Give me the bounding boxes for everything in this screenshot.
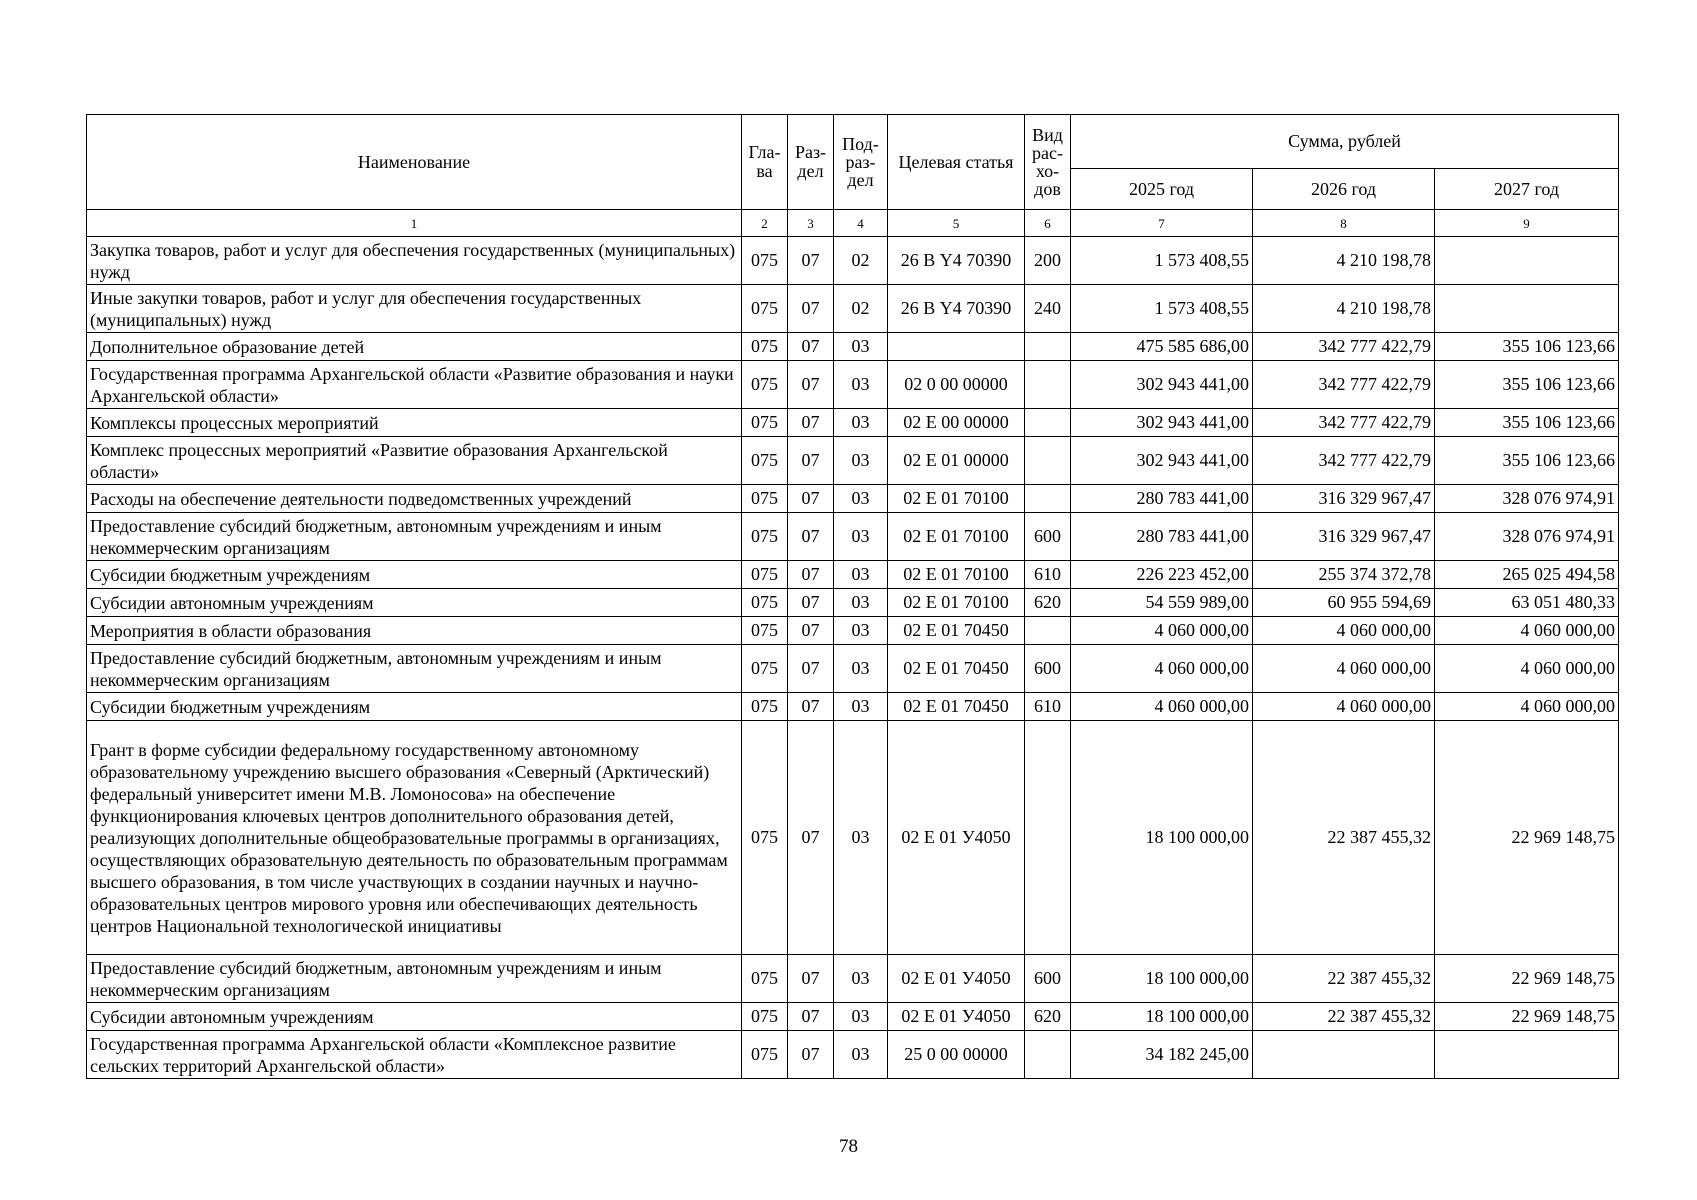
row-name: Мероприятия в области образования — [87, 617, 742, 645]
header-summa: Сумма, рублей — [1071, 115, 1619, 169]
row-sum-2025: 34 182 245,00 — [1071, 1031, 1253, 1079]
row-glava: 075 — [742, 617, 788, 645]
row-sum-2025: 4 060 000,00 — [1071, 617, 1253, 645]
row-name: Расходы на обеспечение деятельности подведомственных учреждений — [87, 485, 742, 513]
row-sum-2026: 316 329 967,47 — [1253, 485, 1435, 513]
row-sum-2026: 22 387 455,32 — [1253, 721, 1435, 955]
row-vid-rashodov — [1025, 361, 1071, 409]
table-row — [87, 437, 1619, 485]
row-sum-2025: 1 573 408,55 — [1071, 285, 1253, 333]
row-sum-2026: 342 777 422,79 — [1253, 437, 1435, 485]
row-celevaya-statya: 02 Е 01 70100 — [888, 485, 1025, 513]
row-sum-2025: 302 943 441,00 — [1071, 409, 1253, 437]
row-sum-2025: 1 573 408,55 — [1071, 237, 1253, 285]
row-razdel: 07 — [788, 645, 834, 693]
row-sum-2027: 355 106 123,66 — [1435, 361, 1619, 409]
header-year-2027: 2027 год — [1435, 169, 1619, 210]
row-podrazdel: 03 — [834, 645, 888, 693]
row-sum-2025: 475 585 686,00 — [1071, 333, 1253, 361]
row-vid-rashodov: 600 — [1025, 513, 1071, 561]
row-sum-2027: 4 060 000,00 — [1435, 617, 1619, 645]
row-podrazdel: 03 — [834, 721, 888, 955]
row-sum-2025: 302 943 441,00 — [1071, 361, 1253, 409]
row-razdel: 07 — [788, 333, 834, 361]
row-name: Субсидии бюджетным учреждениям — [87, 693, 742, 721]
row-sum-2026: 4 060 000,00 — [1253, 617, 1435, 645]
row-razdel: 07 — [788, 1003, 834, 1031]
row-name: Комплексы процессных мероприятий — [87, 409, 742, 437]
row-celevaya-statya: 02 Е 01 70450 — [888, 617, 1025, 645]
row-razdel: 07 — [788, 409, 834, 437]
row-name: Грант в форме субсидии федеральному государственному автономному образовательному учреждению высшего образования «Северный (Арктический) федеральный университет имени М.В. Ломоносова» на обеспечение функционирования ключевых центров дополнительного образования детей, реализующих дополнительные общеобразовательные программы в организациях, осуществляющих образовательную деятельность по образовательным программам высшего образования, в том числе участвующих в создании научных и научно-образовательных центров мирового уровня или обеспечивающих деятельность центров Национальной технологической инициативы — [87, 721, 742, 955]
row-sum-2027: 328 076 974,91 — [1435, 485, 1619, 513]
table-body — [87, 237, 1619, 1079]
row-podrazdel: 03 — [834, 1031, 888, 1079]
header-vid-rashodov: Вид рас-хо-дов — [1025, 115, 1071, 210]
header-podrazdel: Под-раз-дел — [834, 115, 888, 210]
row-celevaya-statya: 02 Е 00 00000 — [888, 409, 1025, 437]
row-sum-2026: 342 777 422,79 — [1253, 361, 1435, 409]
column-number: 9 — [1435, 210, 1619, 237]
row-name: Государственная программа Архангельской области «Комплексное развитие сельских территорий Архангельской области» — [87, 1031, 742, 1079]
row-celevaya-statya: 02 Е 01 70450 — [888, 693, 1025, 721]
row-vid-rashodov: 240 — [1025, 285, 1071, 333]
header-razdel: Раз-дел — [788, 115, 834, 210]
row-vid-rashodov — [1025, 409, 1071, 437]
row-sum-2026: 342 777 422,79 — [1253, 333, 1435, 361]
table-row — [87, 409, 1619, 437]
row-sum-2026: 316 329 967,47 — [1253, 513, 1435, 561]
row-podrazdel: 03 — [834, 589, 888, 617]
row-podrazdel: 03 — [834, 617, 888, 645]
row-vid-rashodov: 610 — [1025, 693, 1071, 721]
table-row — [87, 955, 1619, 1003]
row-sum-2027: 265 025 494,58 — [1435, 561, 1619, 589]
table-row — [87, 333, 1619, 361]
row-podrazdel: 03 — [834, 437, 888, 485]
row-podrazdel: 02 — [834, 285, 888, 333]
row-razdel: 07 — [788, 237, 834, 285]
row-vid-rashodov: 200 — [1025, 237, 1071, 285]
row-vid-rashodov: 620 — [1025, 589, 1071, 617]
row-sum-2027: 355 106 123,66 — [1435, 437, 1619, 485]
row-glava: 075 — [742, 513, 788, 561]
row-celevaya-statya: 02 0 00 00000 — [888, 361, 1025, 409]
row-vid-rashodov — [1025, 721, 1071, 955]
row-celevaya-statya: 02 Е 01 У4050 — [888, 1003, 1025, 1031]
row-vid-rashodov — [1025, 437, 1071, 485]
row-podrazdel: 03 — [834, 513, 888, 561]
row-razdel: 07 — [788, 721, 834, 955]
row-celevaya-statya: 26 В Y4 70390 — [888, 285, 1025, 333]
row-razdel: 07 — [788, 285, 834, 333]
row-sum-2026 — [1253, 1031, 1435, 1079]
table-row — [87, 617, 1619, 645]
row-sum-2027: 328 076 974,91 — [1435, 513, 1619, 561]
row-razdel: 07 — [788, 513, 834, 561]
row-sum-2025: 226 223 452,00 — [1071, 561, 1253, 589]
row-glava: 075 — [742, 1003, 788, 1031]
row-name: Субсидии автономным учреждениям — [87, 1003, 742, 1031]
row-sum-2025: 18 100 000,00 — [1071, 721, 1253, 955]
row-celevaya-statya: 25 0 00 00000 — [888, 1031, 1025, 1079]
row-glava: 075 — [742, 333, 788, 361]
row-sum-2027: 63 051 480,33 — [1435, 589, 1619, 617]
row-name: Предоставление субсидий бюджетным, автономным учреждениям и иным некоммерческим организациям — [87, 955, 742, 1003]
column-number: 1 — [87, 210, 742, 237]
row-glava: 075 — [742, 561, 788, 589]
row-glava: 075 — [742, 361, 788, 409]
row-sum-2027: 355 106 123,66 — [1435, 333, 1619, 361]
row-glava: 075 — [742, 1031, 788, 1079]
row-vid-rashodov — [1025, 333, 1071, 361]
row-sum-2027: 22 969 148,75 — [1435, 1003, 1619, 1031]
row-celevaya-statya: 26 В Y4 70390 — [888, 237, 1025, 285]
column-number-row — [87, 210, 1619, 237]
row-celevaya-statya: 02 Е 01 00000 — [888, 437, 1025, 485]
row-sum-2025: 54 559 989,00 — [1071, 589, 1253, 617]
row-podrazdel: 02 — [834, 237, 888, 285]
budget-table-sheet — [86, 114, 1618, 1079]
column-number: 2 — [742, 210, 788, 237]
row-name: Закупка товаров, работ и услуг для обеспечения государственных (муниципальных) нужд — [87, 237, 742, 285]
row-sum-2025: 302 943 441,00 — [1071, 437, 1253, 485]
table-row — [87, 1031, 1619, 1079]
row-sum-2027 — [1435, 285, 1619, 333]
row-celevaya-statya: 02 Е 01 70100 — [888, 513, 1025, 561]
row-glava: 075 — [742, 285, 788, 333]
header-year-2025: 2025 год — [1071, 169, 1253, 210]
table-row — [87, 237, 1619, 285]
row-glava: 075 — [742, 237, 788, 285]
row-podrazdel: 03 — [834, 561, 888, 589]
row-name: Комплекс процессных мероприятий «Развитие образования Архангельской области» — [87, 437, 742, 485]
row-celevaya-statya: 02 Е 01 70100 — [888, 589, 1025, 617]
row-celevaya-statya — [888, 333, 1025, 361]
table-row — [87, 645, 1619, 693]
budget-table — [86, 114, 1619, 1079]
row-razdel: 07 — [788, 1031, 834, 1079]
row-sum-2026: 342 777 422,79 — [1253, 409, 1435, 437]
row-sum-2027: 22 969 148,75 — [1435, 721, 1619, 955]
row-glava: 075 — [742, 589, 788, 617]
row-name: Государственная программа Архангельской области «Развитие образования и науки Архангельской области» — [87, 361, 742, 409]
table-row — [87, 721, 1619, 955]
row-razdel: 07 — [788, 589, 834, 617]
row-sum-2027: 4 060 000,00 — [1435, 645, 1619, 693]
row-sum-2025: 280 783 441,00 — [1071, 513, 1253, 561]
row-sum-2025: 18 100 000,00 — [1071, 955, 1253, 1003]
row-sum-2025: 18 100 000,00 — [1071, 1003, 1253, 1031]
row-name: Предоставление субсидий бюджетным, автономным учреждениям и иным некоммерческим организациям — [87, 645, 742, 693]
row-sum-2026: 22 387 455,32 — [1253, 1003, 1435, 1031]
page-number: 78 — [839, 1136, 858, 1157]
row-glava: 075 — [742, 409, 788, 437]
row-sum-2026: 255 374 372,78 — [1253, 561, 1435, 589]
table-row — [87, 513, 1619, 561]
row-celevaya-statya: 02 Е 01 70450 — [888, 645, 1025, 693]
row-sum-2027 — [1435, 237, 1619, 285]
row-razdel: 07 — [788, 437, 834, 485]
table-row — [87, 561, 1619, 589]
row-podrazdel: 03 — [834, 955, 888, 1003]
row-sum-2027: 355 106 123,66 — [1435, 409, 1619, 437]
row-glava: 075 — [742, 955, 788, 1003]
row-sum-2027: 4 060 000,00 — [1435, 693, 1619, 721]
row-sum-2026: 22 387 455,32 — [1253, 955, 1435, 1003]
table-row — [87, 1003, 1619, 1031]
row-razdel: 07 — [788, 955, 834, 1003]
row-podrazdel: 03 — [834, 1003, 888, 1031]
row-celevaya-statya: 02 Е 01 У4050 — [888, 955, 1025, 1003]
row-vid-rashodov — [1025, 617, 1071, 645]
row-sum-2025: 4 060 000,00 — [1071, 693, 1253, 721]
row-razdel: 07 — [788, 485, 834, 513]
row-sum-2026: 4 060 000,00 — [1253, 645, 1435, 693]
row-name: Субсидии автономным учреждениям — [87, 589, 742, 617]
row-vid-rashodov — [1025, 1031, 1071, 1079]
row-razdel: 07 — [788, 361, 834, 409]
row-razdel: 07 — [788, 617, 834, 645]
column-number: 5 — [888, 210, 1025, 237]
row-podrazdel: 03 — [834, 361, 888, 409]
column-number: 4 — [834, 210, 888, 237]
row-vid-rashodov: 600 — [1025, 955, 1071, 1003]
row-sum-2026: 4 210 198,78 — [1253, 237, 1435, 285]
row-glava: 075 — [742, 485, 788, 513]
row-celevaya-statya: 02 Е 01 У4050 — [888, 721, 1025, 955]
header-celevaya-statya: Целевая статья — [888, 115, 1025, 210]
row-celevaya-statya: 02 Е 01 70100 — [888, 561, 1025, 589]
row-razdel: 07 — [788, 561, 834, 589]
row-sum-2026: 4 210 198,78 — [1253, 285, 1435, 333]
row-podrazdel: 03 — [834, 409, 888, 437]
row-name: Субсидии бюджетным учреждениям — [87, 561, 742, 589]
row-glava: 075 — [742, 693, 788, 721]
row-vid-rashodov: 600 — [1025, 645, 1071, 693]
table-row — [87, 361, 1619, 409]
row-vid-rashodov — [1025, 485, 1071, 513]
row-name: Предоставление субсидий бюджетным, автономным учреждениям и иным некоммерческим организациям — [87, 513, 742, 561]
row-sum-2025: 4 060 000,00 — [1071, 645, 1253, 693]
table-row — [87, 589, 1619, 617]
column-number: 3 — [788, 210, 834, 237]
row-vid-rashodov: 620 — [1025, 1003, 1071, 1031]
row-glava: 075 — [742, 437, 788, 485]
row-sum-2027 — [1435, 1031, 1619, 1079]
row-sum-2025: 280 783 441,00 — [1071, 485, 1253, 513]
header-year-2026: 2026 год — [1253, 169, 1435, 210]
table-row — [87, 285, 1619, 333]
row-podrazdel: 03 — [834, 333, 888, 361]
table-row — [87, 693, 1619, 721]
row-sum-2026: 4 060 000,00 — [1253, 693, 1435, 721]
row-podrazdel: 03 — [834, 485, 888, 513]
row-razdel: 07 — [788, 693, 834, 721]
row-glava: 075 — [742, 721, 788, 955]
row-sum-2026: 60 955 594,69 — [1253, 589, 1435, 617]
header-name: Наименование — [87, 115, 742, 210]
row-name: Иные закупки товаров, работ и услуг для обеспечения государственных (муниципальных) нужд — [87, 285, 742, 333]
header-glava: Гла-ва — [742, 115, 788, 210]
row-vid-rashodov: 610 — [1025, 561, 1071, 589]
row-podrazdel: 03 — [834, 693, 888, 721]
row-sum-2027: 22 969 148,75 — [1435, 955, 1619, 1003]
row-name: Дополнительное образование детей — [87, 333, 742, 361]
column-number: 7 — [1071, 210, 1253, 237]
table-row — [87, 485, 1619, 513]
row-glava: 075 — [742, 645, 788, 693]
column-number: 8 — [1253, 210, 1435, 237]
column-number: 6 — [1025, 210, 1071, 237]
